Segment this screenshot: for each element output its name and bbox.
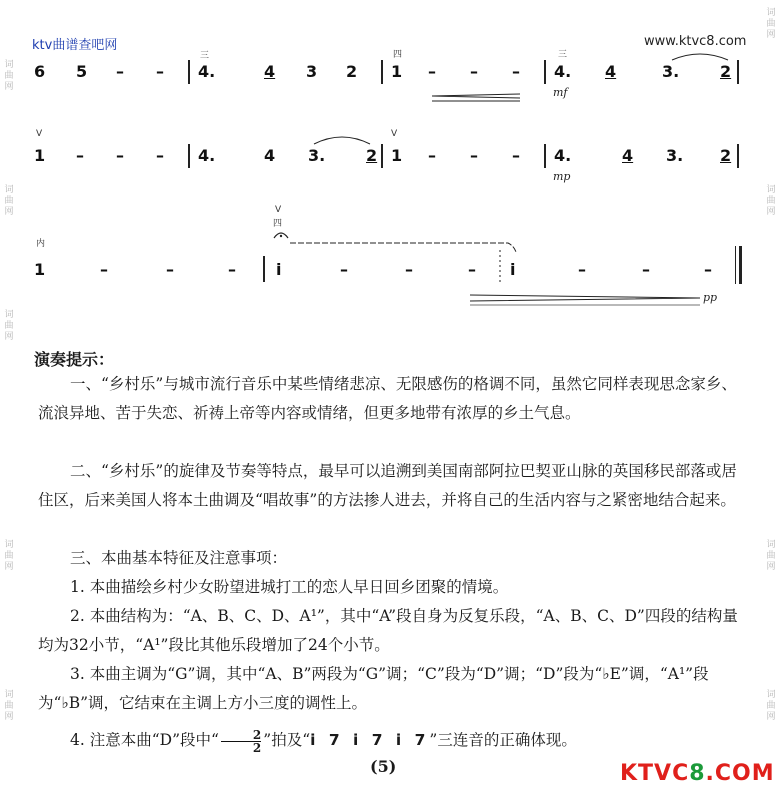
notes-item-1: 1. 本曲描绘乡村少女盼望进城打工的恋人早日回乡团聚的情境。	[70, 578, 509, 596]
notes-paragraph-1: 一、“乡村乐”与城市流行音乐中某些情绪悲凉、无限感伤的格调不同，虽然它同样表现思念家乡、流浪异地、苦于失恋、祈祷上帝等内容或情绪，但更多地带有浓厚的乡土气息。	[38, 375, 737, 422]
logo-part: 8	[689, 761, 706, 786]
score-note: 4.	[554, 146, 572, 165]
side-watermark: 词曲网	[766, 185, 776, 217]
score-note: 4.	[198, 146, 216, 165]
score-note: 4	[622, 146, 634, 165]
score-note: 3.	[666, 146, 684, 165]
score-note: –	[470, 146, 478, 165]
notes-paragraph-2: 二、“乡村乐”的旋律及节奏等特点，最早可以追溯到美国南部阿拉巴契亚山脉的英国移民部落或居住区，后来美国人将本土曲调及“唱故事”的方法掺人进去，并将自己的生活内容与之紧密地结合起来。	[38, 462, 737, 509]
side-watermark: 词曲网	[766, 690, 776, 722]
decrescendo-hairpin	[470, 295, 700, 301]
site-header-left: ktv曲谱查吧网	[32, 38, 118, 53]
notes-item-3: 3. 本曲主调为“G”调，其中“A、B”两段为“G”调；“C”段为“D”调；“D”段为“♭E”调，“A¹”段为“♭B”调，它结束在主调上方小三度的调性上。	[38, 665, 709, 712]
section-mark: 三	[558, 50, 568, 60]
score-note: 2	[720, 146, 732, 165]
score-note: i	[510, 260, 516, 279]
side-watermark: 词曲网	[4, 185, 14, 217]
score-note: –	[156, 146, 164, 165]
side-watermark: 词曲网	[766, 540, 776, 572]
score-note: 6	[34, 62, 46, 81]
score-note: 4	[264, 62, 276, 81]
side-watermark: 词曲网	[4, 690, 14, 722]
score-note: 4	[605, 62, 617, 81]
notes-item-4-part-c: ”三连音的正确体现。	[429, 731, 577, 749]
score-note: –	[468, 260, 476, 279]
section-mark: 四	[393, 50, 403, 60]
logo-part: .COM	[705, 761, 775, 786]
score-note: 3.	[662, 62, 680, 81]
score-note: 1	[391, 146, 403, 165]
score-note: 4.	[554, 62, 572, 81]
dynamic-marking: pp	[703, 291, 718, 304]
time-signature-bottom: 2	[252, 740, 262, 755]
score-note: i	[276, 260, 282, 279]
score-note: 1	[34, 146, 46, 165]
decrescendo-hairpin	[432, 94, 520, 98]
score-note: –	[116, 62, 124, 81]
side-watermark: 词曲网	[4, 540, 14, 572]
score-note: –	[512, 146, 520, 165]
notes-item-4	[38, 726, 750, 755]
section-mark: 三	[200, 51, 210, 61]
score-note: –	[116, 146, 124, 165]
score-note: 3.	[308, 146, 326, 165]
notes-title: 演奏提示：	[34, 350, 115, 369]
breath-mark: V	[391, 129, 398, 139]
score-note: 2	[346, 62, 358, 81]
score-note: –	[578, 260, 586, 279]
score-note: –	[100, 260, 108, 279]
tie-mark	[314, 137, 370, 144]
notes-item-4-part-b: ”拍及“	[263, 731, 311, 749]
site-logo	[620, 761, 775, 786]
score-note: 1	[34, 260, 46, 279]
notes-paragraph-3: 三、本曲基本特征及注意事项：	[70, 549, 288, 567]
site-header-right: www.ktvc8.com	[644, 34, 747, 49]
long-tie-line	[290, 243, 516, 252]
triplet-notation: i 7 i 7 i 7	[310, 731, 430, 749]
score-note: 3	[306, 62, 318, 81]
side-watermark: 词曲网	[4, 60, 14, 92]
score-note: –	[470, 62, 478, 81]
score-note: –	[156, 62, 164, 81]
tie-mark	[672, 54, 728, 60]
score-note: –	[512, 62, 520, 81]
fermata-dot	[280, 235, 282, 237]
notes-item-4-part-a: 4. 注意本曲“D”段中“	[70, 731, 219, 749]
score-note: –	[428, 146, 436, 165]
breath-mark: V	[275, 205, 282, 215]
score-note: –	[428, 62, 436, 81]
score-note: –	[704, 260, 712, 279]
score-note: 4	[264, 146, 276, 165]
page-number: (5)	[370, 757, 397, 776]
section-mark: 内	[36, 239, 46, 249]
score-note: 2	[720, 62, 732, 81]
score-note: 1	[391, 62, 403, 81]
score-note: –	[166, 260, 174, 279]
score-note: –	[228, 260, 236, 279]
section-mark: 四	[273, 219, 283, 229]
notes-item-2: 2. 本曲结构为：“A、B、C、D、A¹”，其中“A”段自身为反复乐段，“A、B、C、D”四段的结构量均为32小节，“A¹”段比其他乐段增加了24个小节。	[38, 607, 738, 654]
logo-part: KTVC	[620, 761, 690, 786]
score-note: 4.	[198, 62, 216, 81]
score-note: –	[340, 260, 348, 279]
score-note: –	[405, 260, 413, 279]
score-note: 5	[76, 62, 88, 81]
score-note: –	[76, 146, 84, 165]
time-signature	[221, 729, 261, 754]
score-note: 2	[366, 146, 378, 165]
side-watermark: 词曲网	[4, 310, 14, 342]
time-signature-top: 2	[221, 729, 261, 742]
breath-mark: V	[36, 129, 43, 139]
score-note: –	[642, 260, 650, 279]
dynamic-marking: mf	[553, 86, 568, 99]
side-watermark: 词曲网	[766, 8, 776, 40]
dynamic-marking: mp	[553, 170, 571, 183]
